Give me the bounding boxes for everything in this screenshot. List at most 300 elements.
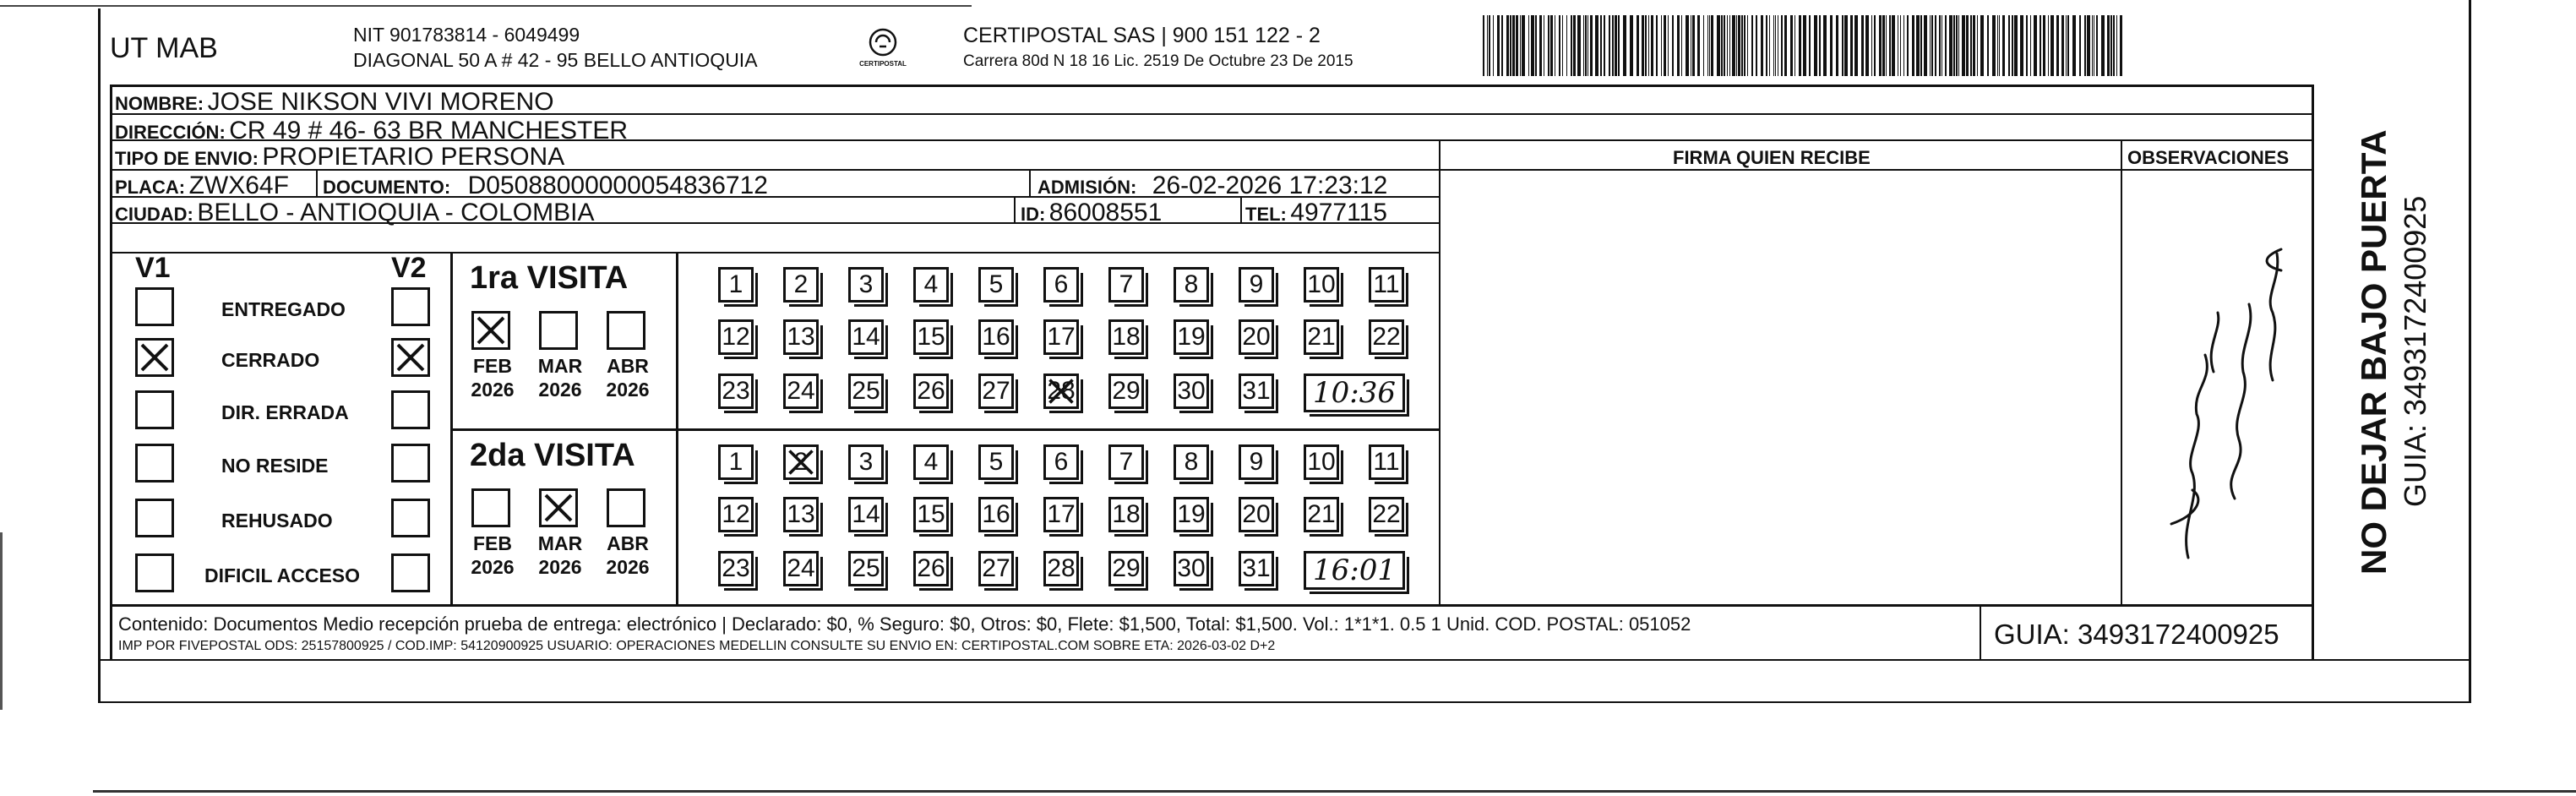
barcode-bar xyxy=(1583,15,1584,76)
day-box[interactable] xyxy=(1108,551,1144,586)
day-box[interactable] xyxy=(978,444,1014,480)
barcode-bar xyxy=(1751,15,1753,76)
barcode-bar xyxy=(2067,15,2069,76)
day-number: 9 xyxy=(1249,270,1264,298)
barcode-bar xyxy=(2116,15,2117,76)
barcode-bar xyxy=(2092,15,2093,76)
barcode-bar xyxy=(1528,15,1529,76)
day-number: 30 xyxy=(1177,554,1206,582)
day-number: 15 xyxy=(917,323,945,351)
v1-checkbox[interactable] xyxy=(135,553,174,592)
day-box[interactable] xyxy=(718,267,754,303)
barcode-bar xyxy=(1930,15,1931,76)
barcode-bar xyxy=(1790,15,1793,76)
barcode-bar xyxy=(1590,15,1593,76)
barcode-bar xyxy=(1747,15,1748,76)
day-box[interactable] xyxy=(1174,319,1209,355)
day-box[interactable] xyxy=(718,319,754,355)
month-year: 2026 xyxy=(538,379,582,401)
barcode-bar xyxy=(2079,15,2081,76)
tel-row xyxy=(1245,199,1387,227)
barcode-bar xyxy=(1907,15,1909,76)
barcode-bar xyxy=(1618,15,1620,76)
day-number: 3 xyxy=(858,448,874,476)
barcode-bar xyxy=(1980,15,1984,76)
barcode-bar xyxy=(2034,15,2037,76)
frame-bottom-b xyxy=(98,701,2469,703)
day-number: 27 xyxy=(982,554,1010,582)
barcode-bar xyxy=(1510,15,1511,76)
v2-checkbox[interactable] xyxy=(391,338,430,377)
ciudad-row xyxy=(115,199,594,227)
frame-right xyxy=(2469,8,2471,703)
day-number: 20 xyxy=(1242,500,1271,528)
day-number: 22 xyxy=(1372,323,1401,351)
documento-label: DOCUMENTO: xyxy=(323,177,451,198)
month-checkbox[interactable] xyxy=(607,311,645,350)
barcode-bar xyxy=(2072,15,2076,76)
barcode-bar xyxy=(2056,15,2059,76)
barcode-bar xyxy=(1736,15,1737,76)
day-box[interactable] xyxy=(978,551,1014,586)
barcode-bar xyxy=(1681,15,1682,76)
barcode-bar xyxy=(1539,15,1542,76)
v2-checkbox[interactable] xyxy=(391,499,430,537)
barcode-bar xyxy=(1729,15,1730,76)
admision-row xyxy=(1037,172,1387,200)
documento-value: D05088000000054836712 xyxy=(467,172,768,199)
day-number: 6 xyxy=(1054,448,1069,476)
barcode-bar xyxy=(1535,15,1537,76)
day-number: 27 xyxy=(982,377,1010,405)
first-visit-title: 1ra VISITA xyxy=(470,260,629,296)
barcode-bar xyxy=(1548,15,1549,76)
v2-checkbox[interactable] xyxy=(391,390,430,429)
day-box[interactable] xyxy=(1369,497,1404,532)
frame-bottom-a xyxy=(98,659,2469,661)
second-visit-title: 2da VISITA xyxy=(470,438,635,473)
v1-checkbox[interactable] xyxy=(135,390,174,429)
barcode-bar xyxy=(1958,15,1959,76)
barcode-bar xyxy=(2061,15,2064,76)
v2-checkbox[interactable] xyxy=(391,444,430,483)
barcode-bar xyxy=(1661,15,1662,76)
day-number: 12 xyxy=(722,323,750,351)
certipostal-line2: Carrera 80d N 18 16 Lic. 2519 De Octubre 23 De 2015 xyxy=(963,52,1353,70)
barcode-bar xyxy=(1814,15,1817,76)
barcode-bar xyxy=(1992,15,1996,76)
day-box[interactable] xyxy=(1304,267,1339,303)
day-box[interactable] xyxy=(1239,551,1274,586)
nombre-value: JOSE NIKSON VIVI MORENO xyxy=(207,88,554,116)
col-obs xyxy=(2121,139,2122,604)
status-label: DIR. ERRADA xyxy=(221,401,349,423)
day-number: 11 xyxy=(1373,448,1400,476)
ciudad-label: CIUDAD: xyxy=(115,204,193,225)
col-placa xyxy=(316,169,318,196)
handwritten-time: 16:01 xyxy=(1313,553,1396,587)
day-box[interactable] xyxy=(1174,267,1209,303)
v2-checkbox[interactable] xyxy=(391,287,430,326)
day-box[interactable] xyxy=(1043,551,1079,586)
day-box[interactable] xyxy=(1239,497,1274,532)
day-box[interactable] xyxy=(783,444,819,480)
day-box[interactable] xyxy=(1304,497,1339,532)
day-box[interactable] xyxy=(1239,319,1274,355)
barcode-bar xyxy=(1784,15,1787,76)
barcode-bar xyxy=(1577,15,1581,76)
barcode-bar xyxy=(1483,15,1484,76)
barcode-bar xyxy=(1912,15,1914,76)
handwritten-observation xyxy=(2154,220,2306,575)
barcode-bar xyxy=(1595,15,1598,76)
barcode-bar xyxy=(1600,15,1602,76)
barcode-bar xyxy=(2026,15,2028,76)
v1-checkbox[interactable] xyxy=(135,499,174,537)
barcode-bar xyxy=(1703,15,1704,76)
day-box[interactable] xyxy=(1108,267,1144,303)
documento-row xyxy=(323,172,768,200)
day-number: 16 xyxy=(982,323,1010,351)
company-address: DIAGONAL 50 A # 42 - 95 BELLO ANTIOQUIA xyxy=(353,49,758,71)
v1-checkbox[interactable] xyxy=(135,444,174,483)
status-label: DIFICIL ACCESO xyxy=(204,564,361,586)
barcode-bar xyxy=(1709,15,1710,76)
status-label: ENTREGADO xyxy=(221,298,346,320)
barcode-bar xyxy=(1953,15,1955,76)
barcode-bar xyxy=(1571,15,1572,76)
barcode-bar xyxy=(1672,15,1674,76)
barcode-bar xyxy=(1566,15,1567,76)
day-box[interactable] xyxy=(1043,319,1079,355)
v1-checkbox[interactable] xyxy=(135,338,174,377)
barcode-bar xyxy=(2096,15,2098,76)
day-box[interactable] xyxy=(848,551,884,586)
barcode-bar xyxy=(1741,15,1743,76)
day-number: 24 xyxy=(787,377,815,405)
day-box[interactable] xyxy=(783,551,819,586)
day-number: 1 xyxy=(728,270,743,298)
barcode-bar xyxy=(1727,15,1728,76)
day-number: 30 xyxy=(1177,377,1206,405)
barcode-bar xyxy=(2050,15,2054,76)
day-number: 26 xyxy=(917,377,945,405)
barcode-bar xyxy=(1865,15,1869,76)
barcode-bar xyxy=(1886,15,1887,76)
day-box[interactable] xyxy=(1043,497,1079,532)
barcode-bar xyxy=(1559,15,1560,76)
day-box[interactable] xyxy=(913,497,949,532)
nit: NIT 901783814 - 6049499 xyxy=(353,24,580,46)
month-checkbox[interactable] xyxy=(539,488,578,527)
day-box[interactable] xyxy=(848,319,884,355)
barcode-bar xyxy=(1501,15,1503,76)
day-box[interactable] xyxy=(1108,319,1144,355)
day-number: 8 xyxy=(1184,448,1199,476)
day-box[interactable] xyxy=(913,319,949,355)
barcode-bar xyxy=(1562,15,1563,76)
day-box[interactable] xyxy=(978,267,1014,303)
barcode-bar xyxy=(1630,15,1633,76)
day-box[interactable] xyxy=(718,444,754,480)
day-box[interactable] xyxy=(1174,444,1209,480)
day-box[interactable] xyxy=(848,497,884,532)
barcode-bar xyxy=(1794,15,1795,76)
barcode-bar xyxy=(2048,15,2049,76)
barcode-bar xyxy=(1732,15,1735,76)
barcode-bar xyxy=(1850,15,1853,76)
barcode-bar xyxy=(1642,15,1644,76)
barcode-bar xyxy=(1819,15,1821,76)
day-box[interactable] xyxy=(848,267,884,303)
day-box[interactable] xyxy=(1369,319,1404,355)
barcode-bar xyxy=(1506,15,1509,76)
barcode-bar xyxy=(1836,15,1838,76)
day-number: 12 xyxy=(722,500,750,528)
row-line-8 xyxy=(110,604,2312,607)
barcode-bar xyxy=(1939,15,1941,76)
barcode-bar xyxy=(1889,15,1891,76)
day-box[interactable] xyxy=(1043,444,1079,480)
barcode-bar xyxy=(2066,15,2067,76)
day-box[interactable] xyxy=(1369,267,1404,303)
barcode-bar xyxy=(1970,15,1972,76)
barcode-bar xyxy=(1962,15,1965,76)
day-box[interactable] xyxy=(783,267,819,303)
barcode-bar xyxy=(1697,15,1700,76)
month-year: 2026 xyxy=(471,556,515,578)
day-box[interactable] xyxy=(1304,444,1339,480)
barcode-bar xyxy=(2110,15,2112,76)
month-checkbox[interactable] xyxy=(471,311,510,350)
day-box[interactable] xyxy=(1108,497,1144,532)
barcode-bar xyxy=(1692,15,1695,76)
side-warning: NO DEJAR BAJO PUERTA xyxy=(2354,129,2394,575)
month-year: 2026 xyxy=(471,379,515,401)
col-left xyxy=(110,85,112,659)
day-number: 25 xyxy=(852,377,880,405)
day-box[interactable] xyxy=(783,497,819,532)
barcode-bar xyxy=(1803,15,1806,76)
nombre-label: NOMBRE: xyxy=(115,93,204,114)
day-box[interactable] xyxy=(718,497,754,532)
barcode-bar xyxy=(1668,15,1669,76)
day-number: 2 xyxy=(793,270,809,298)
day-box[interactable] xyxy=(1369,444,1404,480)
scan-line-top xyxy=(0,5,972,7)
direccion-value: CR 49 # 46- 63 BR MANCHESTER xyxy=(229,117,629,144)
barcode-bar xyxy=(1799,15,1801,76)
day-number: 16 xyxy=(982,500,1010,528)
col-obs-head xyxy=(2121,169,2312,171)
col-admision xyxy=(1029,169,1031,196)
barcode-bar xyxy=(1512,15,1515,76)
barcode-bar xyxy=(1924,15,1927,76)
day-box[interactable] xyxy=(783,373,819,409)
barcode-bar xyxy=(1612,15,1614,76)
day-box[interactable] xyxy=(1239,267,1274,303)
barcode-bar xyxy=(1520,15,1521,76)
day-box[interactable] xyxy=(1108,373,1144,409)
day-box[interactable] xyxy=(718,373,754,409)
barcode-bar xyxy=(1744,15,1745,76)
col-firma xyxy=(1439,139,1440,604)
day-number: 19 xyxy=(1177,500,1206,528)
day-number: 29 xyxy=(1112,554,1141,582)
row-line-1 xyxy=(110,85,2312,87)
time-box[interactable] xyxy=(1304,551,1405,590)
day-number: 22 xyxy=(1372,500,1401,528)
day-box[interactable] xyxy=(913,373,949,409)
month-checkbox[interactable] xyxy=(607,488,645,527)
day-number: 23 xyxy=(722,377,750,405)
barcode-bar xyxy=(1781,15,1783,76)
day-box[interactable] xyxy=(1174,551,1209,586)
v2-checkbox[interactable] xyxy=(391,553,430,592)
day-box[interactable] xyxy=(978,373,1014,409)
nombre-row xyxy=(115,88,554,117)
col-id xyxy=(1014,196,1016,223)
barcode-bar xyxy=(1724,15,1725,76)
day-box[interactable] xyxy=(1108,444,1144,480)
barcode-bar xyxy=(1871,15,1872,76)
barcode-bar xyxy=(1956,15,1958,76)
barcode-bar xyxy=(1844,15,1848,76)
barcode-bar xyxy=(1493,15,1494,76)
barcode-bar xyxy=(1516,15,1518,76)
day-box[interactable] xyxy=(1174,497,1209,532)
day-box[interactable] xyxy=(783,319,819,355)
barcode xyxy=(1483,15,2125,76)
day-number: 7 xyxy=(1119,270,1134,298)
barcode-bar xyxy=(1550,15,1553,76)
month-checkbox[interactable] xyxy=(471,488,510,527)
time-box[interactable] xyxy=(1304,373,1405,412)
barcode-bar xyxy=(1648,15,1649,76)
day-box[interactable] xyxy=(1304,319,1339,355)
id-label: ID: xyxy=(1021,204,1046,225)
day-box[interactable] xyxy=(718,551,754,586)
barcode-bar xyxy=(2014,15,2018,76)
barcode-bar xyxy=(1823,15,1827,76)
month-year: 2026 xyxy=(606,556,650,578)
barcode-bar xyxy=(2040,15,2041,76)
scan-line-bottom xyxy=(93,790,2576,793)
ciudad-value: BELLO - ANTIOQUIA - COLOMBIA xyxy=(197,199,595,226)
barcode-bar xyxy=(1931,15,1933,76)
barcode-bar xyxy=(2002,15,2005,76)
barcode-bar xyxy=(1497,15,1500,76)
month-year: 2026 xyxy=(538,556,582,578)
month-label: FEB xyxy=(473,355,512,377)
barcode-bar xyxy=(1830,15,1833,76)
day-box[interactable] xyxy=(913,267,949,303)
barcode-bar xyxy=(2020,15,2023,76)
barcode-bar xyxy=(2101,15,2105,76)
day-number: 7 xyxy=(1119,448,1134,476)
barcode-bar xyxy=(1585,15,1587,76)
barcode-bar xyxy=(1487,15,1488,76)
month-label: MAR xyxy=(537,532,583,554)
day-box[interactable] xyxy=(978,319,1014,355)
barcode-bar xyxy=(1945,15,1947,76)
day-number: 25 xyxy=(852,554,880,582)
v2-label: V2 xyxy=(391,252,427,284)
day-number: 13 xyxy=(787,323,815,351)
barcode-bar xyxy=(1761,15,1763,76)
day-box[interactable] xyxy=(1239,444,1274,480)
day-number: 21 xyxy=(1307,500,1336,528)
day-box[interactable] xyxy=(913,444,949,480)
day-number: 6 xyxy=(1054,270,1069,298)
barcode-bar xyxy=(1966,15,1969,76)
barcode-bar xyxy=(2087,15,2090,76)
day-mark xyxy=(1046,376,1076,406)
barcode-bar xyxy=(1920,15,1922,76)
barcode-bar xyxy=(1809,15,1811,76)
barcode-bar xyxy=(1775,15,1776,76)
barcode-bar xyxy=(1489,15,1490,76)
barcode-bar xyxy=(2120,15,2122,76)
barcode-bar xyxy=(2084,15,2086,76)
barcode-bar xyxy=(1892,15,1895,76)
day-box[interactable] xyxy=(1174,373,1209,409)
day-box[interactable] xyxy=(1043,373,1079,409)
admision-value: 26-02-2026 17:23:12 xyxy=(1152,172,1388,199)
month-checkbox[interactable] xyxy=(539,311,578,350)
day-number: 10 xyxy=(1307,448,1336,476)
barcode-bar xyxy=(1882,15,1885,76)
footer-guia: GUIA: 3493172400925 xyxy=(1994,619,2279,650)
barcode-bar xyxy=(1973,15,1975,76)
barcode-bar xyxy=(1756,15,1757,76)
certipostal-line1: CERTIPOSTAL SAS | 900 151 122 - 2 xyxy=(963,24,1321,47)
day-number: 20 xyxy=(1242,323,1271,351)
barcode-bar xyxy=(1900,15,1901,76)
barcode-bar xyxy=(1721,15,1723,76)
day-number: 13 xyxy=(787,500,815,528)
direccion-row xyxy=(115,117,628,145)
barcode-bar xyxy=(1717,15,1720,76)
barcode-bar xyxy=(1773,15,1774,76)
barcode-bar xyxy=(1686,15,1689,76)
day-number: 21 xyxy=(1307,323,1336,351)
tel-value: 4977115 xyxy=(1290,199,1387,226)
id-value: 86008551 xyxy=(1048,199,1163,226)
barcode-bar xyxy=(1677,15,1680,76)
tipo-label: TIPO DE ENVIO: xyxy=(115,148,259,169)
firma-label: FIRMA QUIEN RECIBE xyxy=(1673,147,1871,168)
barcode-bar xyxy=(1522,15,1525,76)
barcode-bar xyxy=(1977,15,1978,76)
day-box[interactable] xyxy=(913,551,949,586)
day-box[interactable] xyxy=(978,497,1014,532)
day-box[interactable] xyxy=(1043,267,1079,303)
day-number: 17 xyxy=(1047,500,1076,528)
footer-guia-divider xyxy=(1980,607,1981,659)
day-number: 29 xyxy=(1112,377,1141,405)
day-box[interactable] xyxy=(1239,373,1274,409)
barcode-bar xyxy=(1861,15,1864,76)
v1-checkbox[interactable] xyxy=(135,287,174,326)
footer-imp: IMP POR FIVEPOSTAL ODS: 25157800925 / COD.IMP: 54120900925 USUARIO: OPERACIONES MEDELLIN CONSULTE SU ENVIO EN: CERTIPOSTAL.COM SOBRE ETA: 2026-03-02 D+2 xyxy=(118,639,1276,653)
barcode-bar xyxy=(1645,15,1647,76)
barcode-bar xyxy=(1766,15,1767,76)
day-box[interactable] xyxy=(848,444,884,480)
barcode-bar xyxy=(1987,15,1989,76)
day-box[interactable] xyxy=(848,373,884,409)
barcode-bar xyxy=(1604,15,1605,76)
